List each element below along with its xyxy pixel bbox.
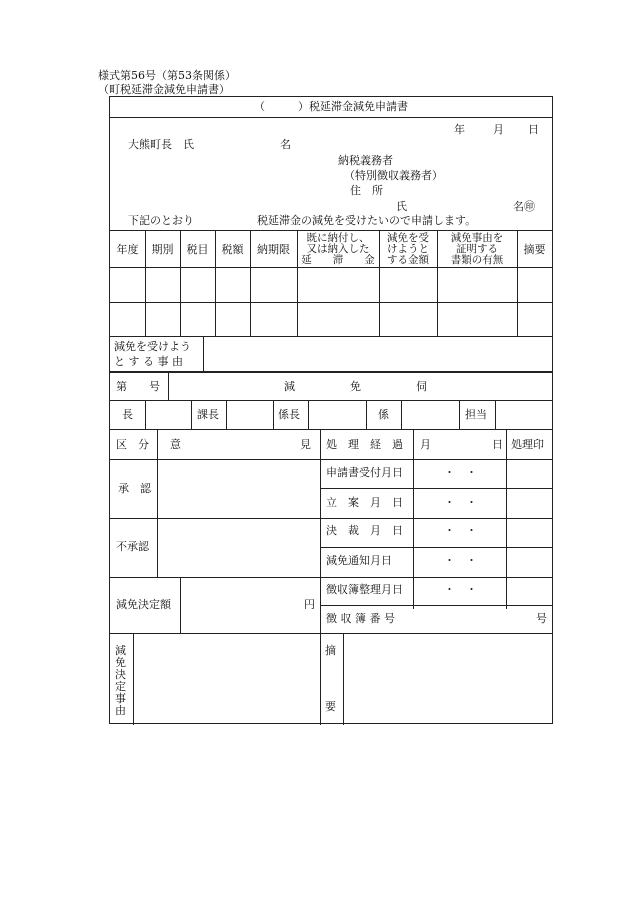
- decision-reason-char3: 決: [115, 668, 126, 681]
- name-prefix: 氏: [396, 200, 407, 213]
- application-form: [109, 96, 553, 724]
- date-day: 日: [528, 123, 539, 136]
- col-tax-item: 税目: [186, 243, 209, 256]
- col-proof-line1: 減免事由を: [450, 232, 504, 244]
- approved-label: 承 認: [118, 482, 151, 495]
- draft-date-label: 立 案 月 日: [326, 496, 403, 509]
- not-approved-label: 不承認: [116, 540, 149, 553]
- name-seal: 名㊞: [513, 200, 535, 213]
- ledger-number-label: 徴 収 簿 番 号: [326, 612, 395, 625]
- decision-reason-char1: 減: [115, 644, 126, 657]
- col-paid-line1: 既に納付し、: [306, 232, 370, 244]
- col-exempt-line1: 減免を受: [387, 232, 429, 244]
- addressee-suffix: 名: [280, 138, 291, 151]
- seal-label: 処理印: [511, 438, 544, 451]
- draft-date-dots: ・ ・: [444, 496, 477, 509]
- receipt-date-dots: ・ ・: [444, 466, 477, 479]
- subsection-chief-label: 係長: [278, 408, 300, 421]
- receipt-date-label: 申請書受付月日: [326, 466, 403, 479]
- chief-label: 長: [122, 408, 133, 421]
- date-month: 月: [493, 123, 504, 136]
- col-proof-line2: 証明する: [456, 243, 498, 255]
- col-due-date: 納期限: [257, 243, 290, 256]
- ledger-date-label: 徴収簿整理月日: [326, 583, 403, 596]
- col-exempt-line2: けようと: [387, 243, 429, 255]
- col-paid-line2: 又は納入した: [306, 243, 370, 255]
- col-paid-line3: 延 滞 金: [301, 254, 375, 266]
- opinion-label-left: 意: [170, 438, 181, 451]
- addressee-label: 大熊町長 氏: [128, 138, 194, 151]
- decision-reason-char6: 由: [115, 704, 126, 717]
- staff-label: 係: [378, 408, 389, 421]
- ledger-number-suffix: 号: [536, 612, 547, 625]
- month-label: 月: [420, 438, 431, 451]
- col-year: 年度: [116, 243, 139, 256]
- opinion-label-right: 見: [300, 438, 311, 451]
- taxpayer-label: 納税義務者: [338, 154, 393, 167]
- decision-date-dots: ・ ・: [444, 524, 477, 537]
- decision-reason-char5: 事: [115, 692, 126, 705]
- reason-label-line1: 減免を受けよう: [114, 340, 191, 353]
- summary-label-bottom: 要: [325, 700, 336, 713]
- col-period: 期別: [151, 243, 174, 256]
- special-collector-label: （特別徴収義務者）: [344, 169, 443, 182]
- process-label: 処 理 経 過: [326, 438, 403, 451]
- address-label: 住 所: [350, 184, 383, 197]
- office-number: 第 号: [116, 380, 160, 393]
- day-label: 日: [492, 438, 503, 451]
- exemption-inquiry: 減 免 伺: [284, 380, 427, 393]
- decision-reason-char2: 免: [115, 656, 126, 669]
- reason-label-line2: と す る 事 由: [114, 355, 183, 368]
- decision-reason-char4: 定: [115, 680, 126, 693]
- statement-left: 下記のとおり: [128, 214, 194, 227]
- form-title: （ ）税延滞金減免申請書: [254, 100, 408, 113]
- summary-label-top: 摘: [325, 644, 336, 657]
- statement-right: 税延滞金の減免を受けたいので申請します。: [257, 214, 477, 227]
- notice-date-label: 減免通知月日: [326, 554, 392, 567]
- form-subtitle: （町税延滞金減免申請書）: [98, 83, 230, 96]
- form-number: 様式第56号（第53条関係）: [98, 69, 236, 82]
- yen-label: 円: [304, 598, 315, 611]
- category-label: 区 分: [116, 438, 149, 451]
- ledger-date-dots: ・ ・: [444, 583, 477, 596]
- in-charge-label: 担当: [465, 408, 487, 421]
- date-year: 年: [454, 123, 465, 136]
- decided-amount-label: 減免決定額: [116, 598, 171, 611]
- notice-date-dots: ・ ・: [444, 554, 477, 567]
- col-proof-line3: 書類の有無: [450, 254, 504, 266]
- col-tax-amount: 税額: [221, 243, 244, 256]
- col-remarks: 摘要: [523, 243, 546, 256]
- section-chief-label: 課長: [197, 408, 219, 421]
- decision-date-label: 決 裁 月 日: [326, 524, 403, 537]
- col-exempt-line3: する金額: [387, 254, 429, 266]
